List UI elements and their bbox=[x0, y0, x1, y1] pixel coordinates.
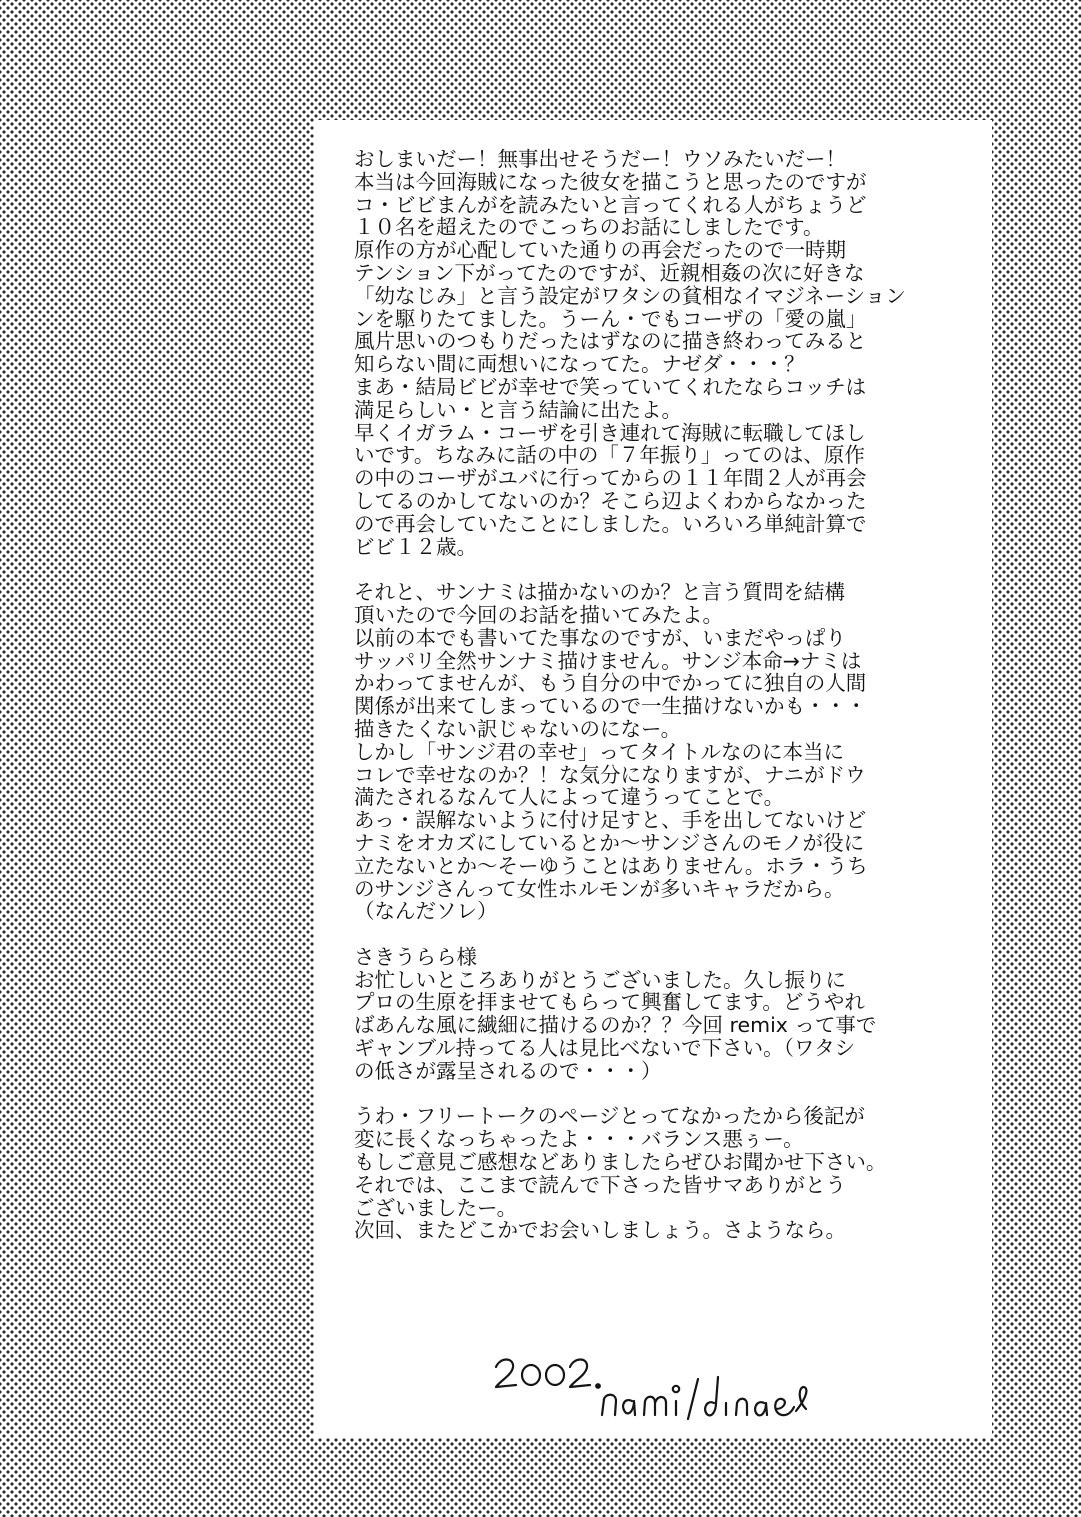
text-line: それでは、ここまで読んで下さった皆サマありがとう bbox=[354, 1172, 846, 1197]
text-line: 以前の本でも書いてた事なのですが、いまだやっぱり bbox=[354, 625, 846, 650]
text-line: サッパリ全然サンナミ描けません。サンジ本命→ナミは bbox=[354, 648, 862, 673]
text-line: テンション下がってたのですが、近親相姦の次に好きな bbox=[354, 260, 865, 285]
text-line: まあ・結局ビビが幸せで笑っていてくれたならコッチは bbox=[354, 374, 867, 399]
text-line: １０名を超えたのでこっちのお話にしましたです。 bbox=[354, 215, 824, 240]
paragraph-4 bbox=[354, 1105, 964, 1242]
text-line: ンを駆りたてました。うーん・でもコーザの「愛の嵐」 bbox=[354, 306, 867, 331]
text-line: 知らない間に両想いになってた。ナゼダ・・・？ bbox=[354, 352, 805, 377]
text-line: 満たされるなんて人によって違うってことで。 bbox=[354, 785, 785, 810]
text-line: プロの生原を拝ませてもらって興奮してます。どうやれ bbox=[354, 990, 865, 1015]
text-line: コ・ビビまんがを読みたいと言ってくれる人がちょうど bbox=[354, 192, 867, 217]
text-line: 風片思いのつもりだったはずなのに描き終わってみると bbox=[354, 329, 867, 354]
text-line: 原作の方が心配していた通りの再会だったので一時期 bbox=[354, 238, 846, 263]
text-line: 次回、またどこかでお会いしましょう。さようなら。 bbox=[354, 1218, 846, 1243]
text-line: ばあんな風に繊細に描けるのか？？今回 remix って事で bbox=[354, 1013, 877, 1038]
text-line: もしご意見ご感想などありましたらぜひお聞かせ下さい。 bbox=[354, 1150, 887, 1175]
paragraph-3 bbox=[354, 946, 964, 1083]
text-line: （なんだソレ） bbox=[354, 899, 498, 924]
text-line: 変に長くなっちゃったよ・・・バランス悪ぅー。 bbox=[354, 1127, 804, 1152]
text-line: しかし「サンジ君の幸せ」ってタイトルなのに本当に bbox=[354, 739, 845, 764]
text-line: 描きたくない訳じゃないのになー。 bbox=[354, 716, 682, 741]
text-line: の低さが露呈されるので・・・） bbox=[354, 1058, 662, 1083]
signature-drawing bbox=[492, 1345, 852, 1425]
text-line: 満足らしい・と言う結論に出たよ。 bbox=[354, 397, 682, 422]
afterword-panel bbox=[314, 120, 992, 1438]
paragraph-gap bbox=[354, 923, 964, 946]
paragraph-2 bbox=[354, 581, 964, 923]
text-line: ございましたー。 bbox=[354, 1195, 518, 1220]
text-line: お忙しいところありがとうございました。久し振りに bbox=[354, 967, 846, 992]
text-line: ナミをオカズにしているとか〜サンジさんのモノが役に bbox=[354, 830, 865, 855]
text-line: 本当は今回海賊になった彼女を描こうと思ったのですが bbox=[354, 169, 867, 194]
text-line: 関係が出来てしまっているので一生描けないかも・・・ bbox=[354, 694, 867, 719]
text-line: のサンジさんって女性ホルモンが多いキャラだから。 bbox=[354, 876, 845, 901]
paragraph-1 bbox=[354, 148, 964, 558]
text-line: 早くイガラム・コーザを引き連れて海賊に転職してほし bbox=[354, 420, 866, 445]
text-line: ので再会していたことにしました。いろいろ単純計算で bbox=[354, 511, 867, 536]
text-line: いです。ちなみに話の中の「７年振り」ってのは、原作 bbox=[354, 443, 865, 468]
text-line: ギャンブル持ってる人は見比べないで下さい。（ワタシ bbox=[354, 1036, 856, 1061]
text-line: かわってませんが、もう自分の中でかってに独自の人間 bbox=[354, 671, 867, 696]
text-line: 「幼なじみ」と言う設定がワタシの貧相なイマジネーション bbox=[354, 283, 906, 308]
text-line: してるのかしてないのか？そこら辺よくわからなかった bbox=[354, 488, 867, 513]
paragraph-gap bbox=[354, 1083, 964, 1106]
afterword-text bbox=[354, 148, 964, 1242]
text-line: 頂いたので今回のお話を描いてみたよ。 bbox=[354, 602, 723, 627]
text-line: それと、サンナミは描かないのか？と言う質問を結構 bbox=[354, 580, 845, 605]
text-line: さきうらら様 bbox=[354, 944, 477, 969]
text-line: ビビ１２歳。 bbox=[354, 534, 477, 559]
paragraph-gap bbox=[354, 558, 964, 581]
text-line: 立たないとか〜そーゆうことはありません。ホラ・うち bbox=[354, 853, 868, 878]
text-line: あっ・誤解ないように付け足すと、手を出してないけど bbox=[354, 808, 867, 833]
handwritten-signature bbox=[492, 1345, 852, 1425]
text-line: うわ・フリートークのページとってなかったから後記が bbox=[354, 1104, 865, 1129]
text-line: コレで幸せなのか？！な気分になりますが、ナニがドウ bbox=[354, 762, 866, 787]
text-line: の中のコーザがユバに行ってからの１１年間２人が再会 bbox=[354, 466, 867, 491]
text-line: おしまいだー！無事出せそうだー！ウソみたいだー！ bbox=[354, 147, 846, 171]
